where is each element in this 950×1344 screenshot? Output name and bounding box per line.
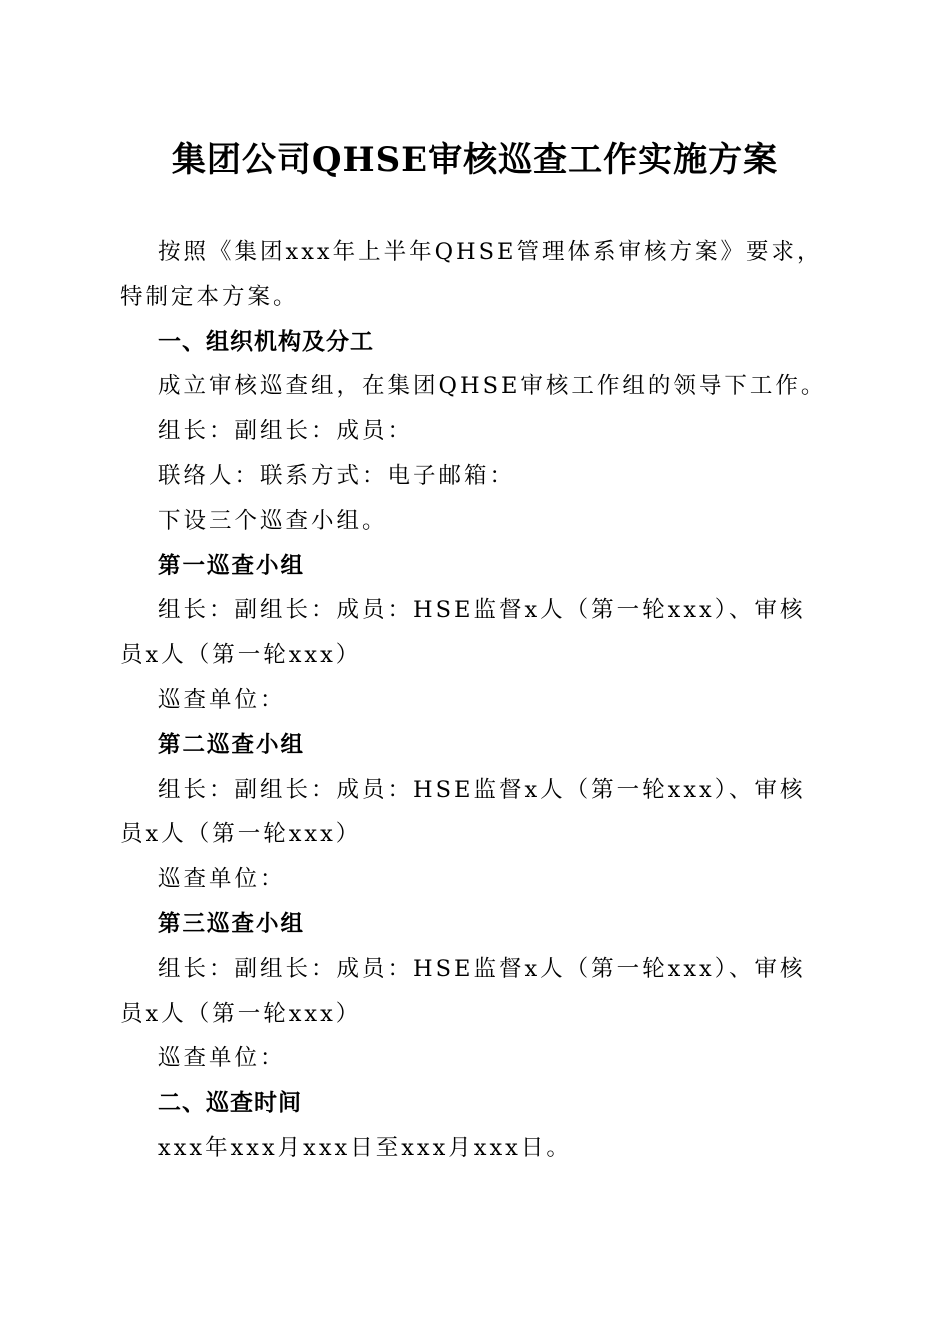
- organization-line: 成立审核巡查组，在集团QHSE审核工作组的领导下工作。: [158, 373, 827, 400]
- document-body: [120, 230, 828, 1171]
- group-3-title: 第三巡查小组: [158, 910, 306, 937]
- group-2-units: 巡查单位：: [158, 866, 286, 893]
- group-2-members: 组长：副组长：成员：HSE监督x人（第一轮xxx）、审核员x人（第一轮xxx）: [120, 776, 806, 848]
- group-3-members: 组长：副组长：成员：HSE监督x人（第一轮xxx）、审核员x人（第一轮xxx）: [120, 955, 806, 1027]
- groups-summary-line: 下设三个巡查小组。: [158, 507, 388, 534]
- group-2-title: 第二巡查小组: [158, 731, 306, 758]
- group-1-members: 组长：副组长：成员：HSE监督x人（第一轮xxx）、审核员x人（第一轮xxx）: [120, 597, 806, 669]
- section-heading-organization: 一、组织机构及分工: [158, 328, 374, 355]
- group-1-units: 巡查单位：: [158, 686, 286, 713]
- contact-line: 联络人：联系方式：电子邮箱：: [158, 462, 516, 489]
- group-3-units: 巡查单位：: [158, 1045, 286, 1072]
- leader-line: 组长：副组长：成员：: [158, 418, 414, 445]
- schedule-text: xxx年xxx月xxx日至xxx月xxx日。: [158, 1134, 572, 1161]
- intro-paragraph: 按照《集团xxx年上半年QHSE管理体系审核方案》要求，特制定本方案。: [120, 239, 823, 310]
- group-1-title: 第一巡查小组: [158, 552, 306, 579]
- section-heading-schedule: 二、巡查时间: [158, 1090, 302, 1117]
- document-title: 集团公司QHSE审核巡查工作实施方案: [171, 140, 779, 180]
